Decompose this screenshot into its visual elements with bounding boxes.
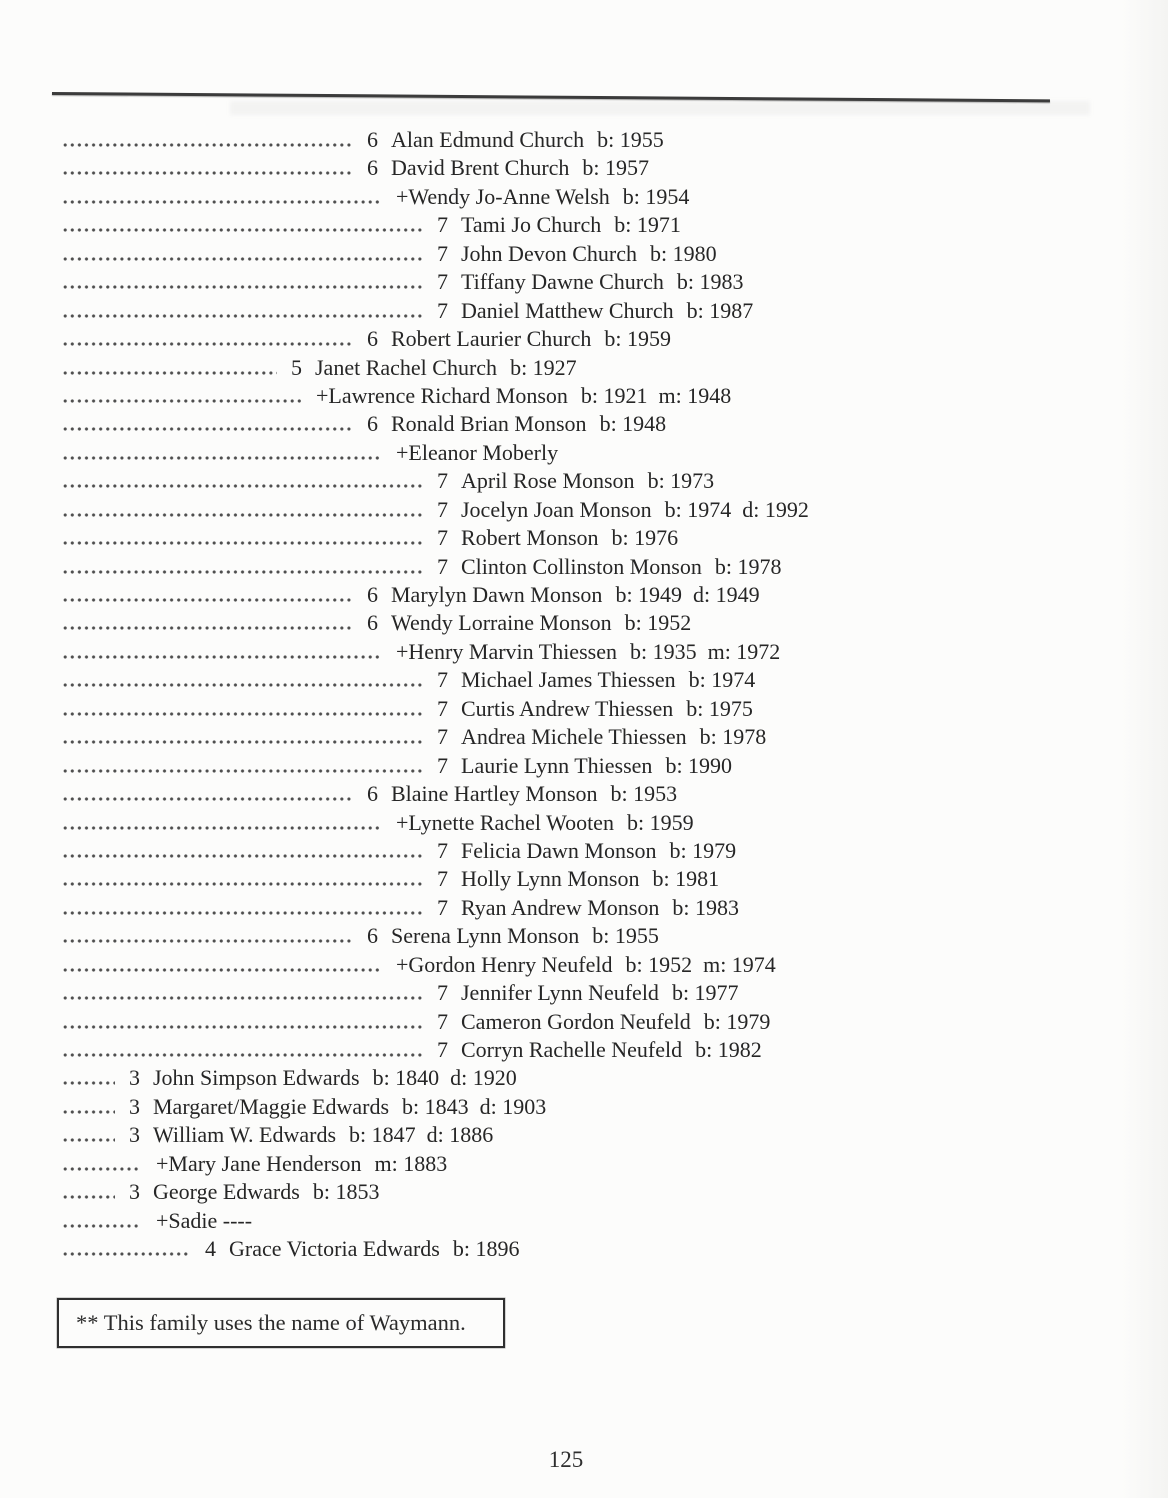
- list-item: [63, 410, 1123, 438]
- generation-number: 3: [129, 1065, 140, 1091]
- dotted-leader: [63, 1252, 191, 1256]
- list-item: [63, 268, 1123, 296]
- list-item: [63, 154, 1123, 182]
- person-events: b: 1948: [599, 411, 667, 437]
- person-name: Tiffany Dawne Church: [461, 269, 664, 295]
- dotted-leader: [63, 143, 353, 147]
- person-events: b: 1977: [671, 980, 739, 1006]
- dotted-leader: [63, 1138, 115, 1142]
- person-name: Curtis Andrew Thiessen: [461, 695, 674, 721]
- person-events: b: 1978: [699, 724, 767, 750]
- generation-number: 6: [367, 127, 378, 152]
- person-name: Wendy Lorraine Monson: [391, 610, 612, 636]
- generation-number: 7: [437, 866, 448, 892]
- list-item: [63, 1036, 1123, 1064]
- person-events: b: 1980: [649, 240, 717, 266]
- list-item: [63, 837, 1123, 865]
- list-item: [63, 1150, 1123, 1178]
- person-name: Michael James Thiessen: [461, 667, 676, 693]
- dotted-leader: [63, 399, 301, 403]
- list-item: [63, 382, 1123, 410]
- dotted-leader: [63, 314, 423, 318]
- person-events: b: 1987: [686, 297, 754, 323]
- generation-number: 7: [437, 269, 448, 295]
- list-item: [63, 752, 1123, 780]
- list-item: [63, 809, 1123, 837]
- person-events: b: 1978: [714, 553, 782, 579]
- dotted-leader: [63, 1025, 423, 1029]
- page-number: 125: [548, 1447, 584, 1472]
- person-name: +Eleanor Moberly: [396, 439, 559, 465]
- person-name: April Rose Monson: [461, 468, 635, 494]
- list-item: [63, 581, 1123, 609]
- generation-number: 7: [437, 837, 448, 863]
- generation-number: 7: [437, 553, 448, 579]
- dotted-leader: [63, 939, 353, 943]
- person-events: b: 1896: [452, 1236, 520, 1262]
- person-name: Cameron Gordon Neufeld: [461, 1008, 691, 1034]
- list-item: [63, 865, 1123, 893]
- person-events: b: 1974 d: 1992: [664, 496, 809, 522]
- person-name: David Brent Church: [391, 155, 570, 181]
- list-item: [63, 1008, 1123, 1036]
- generation-number: 7: [437, 496, 448, 522]
- list-item: [63, 1064, 1123, 1092]
- person-events: b: 1975: [686, 695, 753, 721]
- dotted-leader: [63, 484, 423, 488]
- person-events: b: 1959: [604, 326, 671, 352]
- descendant-list: [63, 126, 1123, 1264]
- dotted-leader: [63, 626, 353, 630]
- person-events: b: 1971: [614, 212, 681, 238]
- dotted-leader: [63, 1224, 141, 1228]
- person-name: Alan Edmund Church: [391, 127, 585, 152]
- list-item: [63, 1178, 1123, 1206]
- scan-artifact: [230, 101, 1090, 115]
- person-events: b: 1983: [672, 894, 739, 920]
- person-name: +Lawrence Richard Monson: [316, 382, 568, 408]
- list-item: [63, 240, 1123, 268]
- dotted-leader: [63, 171, 353, 175]
- person-name: Margaret/Maggie Edwards: [153, 1093, 390, 1119]
- list-item: [63, 922, 1123, 950]
- person-events: b: 1973: [647, 468, 715, 494]
- person-name: +Gordon Henry Neufeld: [396, 951, 613, 977]
- person-events: b: 1843 d: 1903: [402, 1093, 547, 1119]
- dotted-leader: [63, 342, 353, 346]
- generation-number: 3: [129, 1122, 140, 1148]
- person-name: +Lynette Rachel Wooten: [396, 809, 614, 835]
- person-name: Robert Laurier Church: [391, 326, 592, 352]
- person-name: Janet Rachel Church: [315, 354, 498, 380]
- person-events: b: 1955: [592, 923, 659, 949]
- generation-number: 4: [205, 1236, 216, 1262]
- person-events: b: 1952 m: 1974: [625, 951, 776, 977]
- person-events: b: 1981: [652, 866, 720, 892]
- generation-number: 7: [437, 695, 448, 721]
- generation-number: 6: [367, 610, 378, 636]
- list-item: [63, 666, 1123, 694]
- person-name: +Henry Marvin Thiessen: [396, 638, 617, 664]
- dotted-leader: [63, 854, 423, 858]
- person-events: b: 1979: [703, 1008, 771, 1034]
- generation-number: 5: [291, 354, 302, 380]
- dotted-leader: [63, 797, 353, 801]
- person-name: Serena Lynn Monson: [391, 923, 580, 949]
- person-name: Felicia Dawn Monson: [461, 837, 657, 863]
- family-note-box: [57, 1298, 505, 1348]
- list-item: [63, 211, 1123, 239]
- person-events: m: 1883: [374, 1150, 448, 1176]
- generation-number: 7: [437, 1037, 448, 1062]
- generation-number: 7: [437, 297, 448, 323]
- dotted-leader: [63, 996, 423, 1000]
- dotted-leader: [63, 570, 423, 574]
- person-name: Blaine Hartley Monson: [391, 781, 598, 807]
- person-events: b: 1954: [622, 183, 690, 209]
- generation-number: 7: [437, 894, 448, 920]
- person-events: b: 1976: [611, 525, 679, 551]
- dotted-leader: [63, 683, 423, 687]
- person-name: Andrea Michele Thiessen: [461, 724, 687, 750]
- dotted-leader: [63, 513, 423, 517]
- dotted-leader: [63, 740, 423, 744]
- list-item: [63, 695, 1123, 723]
- generation-number: 7: [437, 724, 448, 750]
- person-name: Daniel Matthew Church: [461, 297, 674, 323]
- list-item: [63, 894, 1123, 922]
- generation-number: 7: [437, 667, 448, 693]
- person-events: b: 1959: [626, 809, 694, 835]
- dotted-leader: [63, 456, 381, 460]
- dotted-leader: [63, 712, 423, 716]
- dotted-leader: [63, 200, 381, 204]
- dotted-leader: [63, 285, 423, 289]
- list-item: [63, 553, 1123, 581]
- person-name: Ronald Brian Monson: [391, 411, 587, 437]
- dotted-leader: [63, 1053, 423, 1057]
- person-events: b: 1979: [669, 837, 737, 863]
- person-name: Robert Monson: [461, 525, 599, 551]
- dotted-leader: [63, 598, 353, 602]
- person-events: b: 1952: [624, 610, 692, 636]
- generation-number: 7: [437, 980, 448, 1006]
- dotted-leader: [63, 968, 381, 972]
- generation-number: 6: [367, 155, 378, 181]
- generation-number: 6: [367, 411, 378, 437]
- person-events: b: 1927: [510, 354, 577, 380]
- dotted-leader: [63, 541, 423, 545]
- list-item: [63, 638, 1123, 666]
- list-item: [63, 979, 1123, 1007]
- person-name: Jennifer Lynn Neufeld: [461, 980, 659, 1006]
- person-name: Marylyn Dawn Monson: [391, 582, 603, 607]
- generation-number: 3: [129, 1093, 140, 1119]
- dotted-leader: [63, 257, 423, 261]
- dotted-leader: [63, 655, 381, 659]
- list-item: [63, 1235, 1123, 1263]
- person-name: Laurie Lynn Thiessen: [461, 752, 653, 778]
- list-item: [63, 951, 1123, 979]
- generation-number: 7: [437, 212, 448, 238]
- person-events: b: 1921 m: 1948: [580, 382, 732, 408]
- list-item: [63, 723, 1123, 751]
- dotted-leader: [63, 826, 381, 830]
- dotted-leader: [63, 427, 353, 431]
- person-events: b: 1949 d: 1949: [615, 582, 760, 607]
- person-name: Clinton Collinston Monson: [461, 553, 702, 579]
- person-name: Grace Victoria Edwards: [229, 1236, 440, 1262]
- dotted-leader: [63, 1195, 115, 1199]
- person-events: b: 1957: [582, 155, 650, 181]
- generation-number: 7: [437, 240, 448, 266]
- person-name: +Mary Jane Henderson: [156, 1150, 362, 1176]
- list-item: [63, 325, 1123, 353]
- person-name: Ryan Andrew Monson: [461, 894, 660, 920]
- list-item: [63, 1121, 1123, 1149]
- list-item: [63, 780, 1123, 808]
- person-name: Corryn Rachelle Neufeld: [461, 1037, 683, 1062]
- person-events: b: 1955: [597, 127, 664, 152]
- person-name: +Sadie ----: [156, 1207, 253, 1233]
- person-name: Holly Lynn Monson: [461, 866, 640, 892]
- person-events: b: 1974: [688, 667, 756, 693]
- person-name: John Devon Church: [461, 240, 637, 266]
- list-item: [63, 183, 1123, 211]
- generation-number: 7: [437, 752, 448, 778]
- person-name: Jocelyn Joan Monson: [461, 496, 652, 522]
- generation-number: 7: [437, 525, 448, 551]
- family-note-text: ** This family uses the name of Waymann.: [76, 1310, 466, 1335]
- dotted-leader: [63, 1167, 141, 1171]
- generation-number: 7: [437, 468, 448, 494]
- list-item: [63, 1207, 1123, 1235]
- person-name: George Edwards: [153, 1179, 300, 1205]
- list-item: [63, 439, 1123, 467]
- person-events: b: 1935 m: 1972: [629, 638, 781, 664]
- generation-number: 6: [367, 326, 378, 352]
- generation-number: 6: [367, 923, 378, 949]
- dotted-leader: [63, 911, 423, 915]
- person-events: b: 1982: [695, 1037, 762, 1062]
- person-events: b: 1990: [665, 752, 733, 778]
- person-events: b: 1983: [676, 269, 744, 295]
- dotted-leader: [63, 371, 277, 375]
- dotted-leader: [63, 769, 423, 773]
- person-name: +Wendy Jo-Anne Welsh: [396, 183, 610, 209]
- generation-number: 6: [367, 781, 378, 807]
- list-item: [63, 126, 1123, 154]
- dotted-leader: [63, 1110, 115, 1114]
- person-events: b: 1953: [610, 781, 678, 807]
- list-item: [63, 1093, 1123, 1121]
- generation-number: 3: [129, 1179, 140, 1205]
- list-item: [63, 496, 1123, 524]
- person-events: b: 1847 d: 1886: [349, 1122, 494, 1148]
- generation-number: 7: [437, 1008, 448, 1034]
- list-item: [63, 354, 1123, 382]
- generation-number: 6: [367, 582, 378, 607]
- dotted-leader: [63, 882, 423, 886]
- list-item: [63, 297, 1123, 325]
- person-name: William W. Edwards: [153, 1122, 337, 1148]
- person-name: Tami Jo Church: [461, 212, 602, 238]
- person-events: b: 1853: [312, 1179, 380, 1205]
- list-item: [63, 467, 1123, 495]
- list-item: [63, 524, 1123, 552]
- person-events: b: 1840 d: 1920: [372, 1065, 517, 1091]
- dotted-leader: [63, 1081, 115, 1085]
- dotted-leader: [63, 228, 423, 232]
- person-name: John Simpson Edwards: [153, 1065, 360, 1091]
- list-item: [63, 609, 1123, 637]
